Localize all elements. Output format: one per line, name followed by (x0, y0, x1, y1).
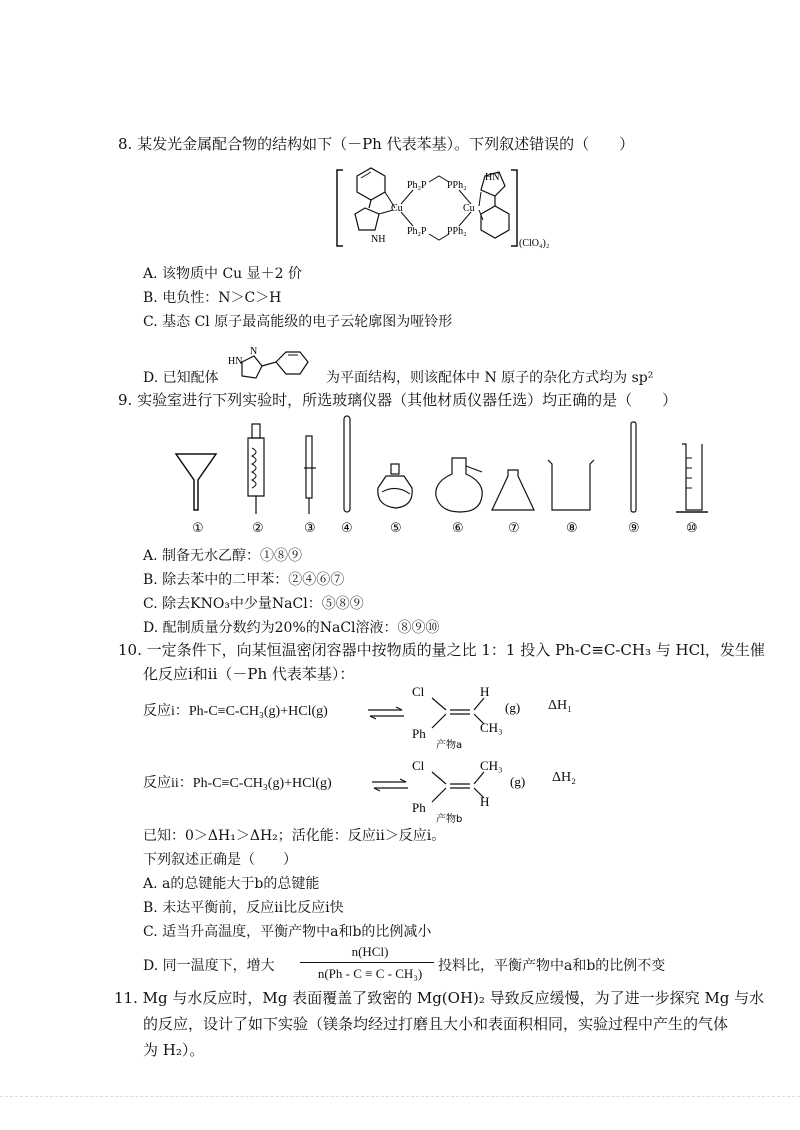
apparatus-label-8: ⑧ (566, 521, 578, 536)
product-a-structure (410, 680, 540, 750)
q9-stem: 9. 实验室进行下列实验时，所选玻璃仪器（其他材质仪器任选）均正确的是（ ） (118, 391, 678, 409)
apparatus-label-4: ④ (341, 521, 353, 536)
q8-ph2p-bl: Ph₂P (407, 226, 427, 237)
q8-option-c: C. 基态 Cl 原子最高能级的电子云轮廓图为哑铃形 (143, 314, 453, 330)
product-b-ph: Ph (412, 800, 426, 815)
q10-option-a: A. a的总键能大于b的总键能 (143, 876, 320, 892)
product-a-ch3: CH₃ (480, 720, 503, 735)
q8-ligand-n: N (250, 346, 258, 357)
q10-option-d-prefix: D. 同一温度下，增大 (143, 958, 275, 974)
q8-ph2p-tl: Ph₂P (407, 180, 427, 191)
apparatus-label-3: ③ (304, 521, 316, 536)
q9-option-d: D. 配制质量分数约为20%的NaCl溶液：⑧⑨⑩ (143, 620, 440, 636)
apparatus-label-10: ⑩ (686, 521, 698, 536)
reaction-i-equilibrium-arrow (366, 707, 406, 719)
q8-option-d-prefix: D. 已知配体 (143, 370, 219, 386)
q8-nh: NH (371, 234, 386, 245)
q9-option-c: C. 除去KNO₃中少量NaCl：⑤⑧⑨ (143, 596, 364, 612)
q8-option-d-suffix: 为平面结构，则该配体中 N 原子的杂化方式均为 sp² (326, 370, 654, 386)
product-b-h: H (480, 794, 490, 809)
product-b-cl: Cl (412, 758, 425, 773)
reaction-ii-label: 反应ii：Ph-C≡C-CH₃(g)+HCl(g) (143, 776, 332, 791)
q10-option-d-suffix: 投料比，平衡产物中a和b的比例不变 (438, 958, 666, 974)
q8-ligand-structure (228, 344, 324, 380)
product-b-label: 产物b (436, 814, 463, 825)
q8-stem: 8. 某发光金属配合物的结构如下（－Ph 代表苯基）。下列叙述错误的（ ） (118, 135, 635, 153)
product-b-structure (410, 754, 540, 824)
q8-hn: HN (485, 172, 500, 183)
q11-line3: 为 H₂）。 (143, 1041, 205, 1059)
product-a-h: H (480, 684, 490, 699)
reaction-i-dh: ΔH₁ (548, 698, 572, 713)
q10-stem-line2: 化反应i和ii（－Ph 代表苯基）： (143, 665, 355, 683)
apparatus-label-5: ⑤ (390, 521, 402, 536)
q8-cu-right: Cu (463, 203, 475, 214)
reaction-ii-dh: ΔH₂ (552, 770, 576, 785)
reaction-i-label: 反应i：Ph-C≡C-CH₃(g)+HCl(g) (143, 704, 328, 719)
q11-line1: 11. Mg 与水反应时，Mg 表面覆盖了致密的 Mg(OH)₂ 导致反应缓慢，为了进一步探究 Mg 与水 (114, 989, 765, 1007)
q10-known: 已知：0＞ΔH₁＞ΔH₂；活化能：反应ii＞反应i。 (143, 828, 446, 844)
q10-option-d-denominator: n(Ph - C ≡ C - CH₃) (317, 966, 423, 981)
product-b-phase: (g) (510, 774, 526, 789)
q10-option-d-fraction-bar (300, 962, 434, 963)
q9-option-b: B. 除去苯中的二甲苯：②④⑥⑦ (143, 572, 345, 588)
q10-stem-line1: 10. 一定条件下，向某恒温密闭容器中按物质的量之比 1：1 投入 Ph-C≡C-CH₃ 与 HCl，发生催 (118, 641, 765, 659)
product-a-phase: (g) (505, 700, 521, 715)
reaction-ii-equilibrium-arrow (370, 779, 410, 791)
q9-option-a: A. 制备无水乙醇：①⑧⑨ (143, 548, 303, 564)
apparatus-label-6: ⑥ (452, 521, 464, 536)
product-a-ph: Ph (412, 726, 426, 741)
apparatus-label-7: ⑦ (508, 521, 520, 536)
q8-cu-left: Cu (391, 203, 403, 214)
q8-complex-structure (335, 168, 575, 248)
q8-ligand-hn: HN (228, 356, 243, 367)
product-a-label: 产物a (436, 740, 463, 751)
q8-anion: (ClO₄)₂ (519, 238, 550, 249)
apparatus-label-1: ① (192, 521, 204, 536)
q11-line2: 的反应，设计了如下实验（镁条均经过打磨且大小和表面积相同，实验过程中产生的气体 (143, 1015, 729, 1033)
q10-option-b: B. 未达平衡前，反应ii比反应i快 (143, 900, 344, 916)
q10-ask: 下列叙述正确是（ ） (143, 852, 297, 868)
q8-option-b: B. 电负性：N＞C＞H (143, 290, 282, 306)
apparatus-label-9: ⑨ (628, 521, 640, 536)
page-bottom-divider (0, 1096, 800, 1097)
q10-option-d-numerator: n(HCl) (351, 944, 389, 959)
q8-pph2-br: PPh₂ (447, 226, 467, 237)
product-a-cl: Cl (412, 684, 425, 699)
q9-apparatus-row (168, 414, 728, 544)
apparatus-label-2: ② (252, 521, 264, 536)
q10-option-c: C. 适当升高温度，平衡产物中a和b的比例减小 (143, 924, 432, 940)
q8-pph2-tr: PPh₂ (447, 180, 467, 191)
product-b-ch3: CH₃ (480, 758, 503, 773)
q8-option-a: A. 该物质中 Cu 显＋2 价 (143, 266, 302, 282)
